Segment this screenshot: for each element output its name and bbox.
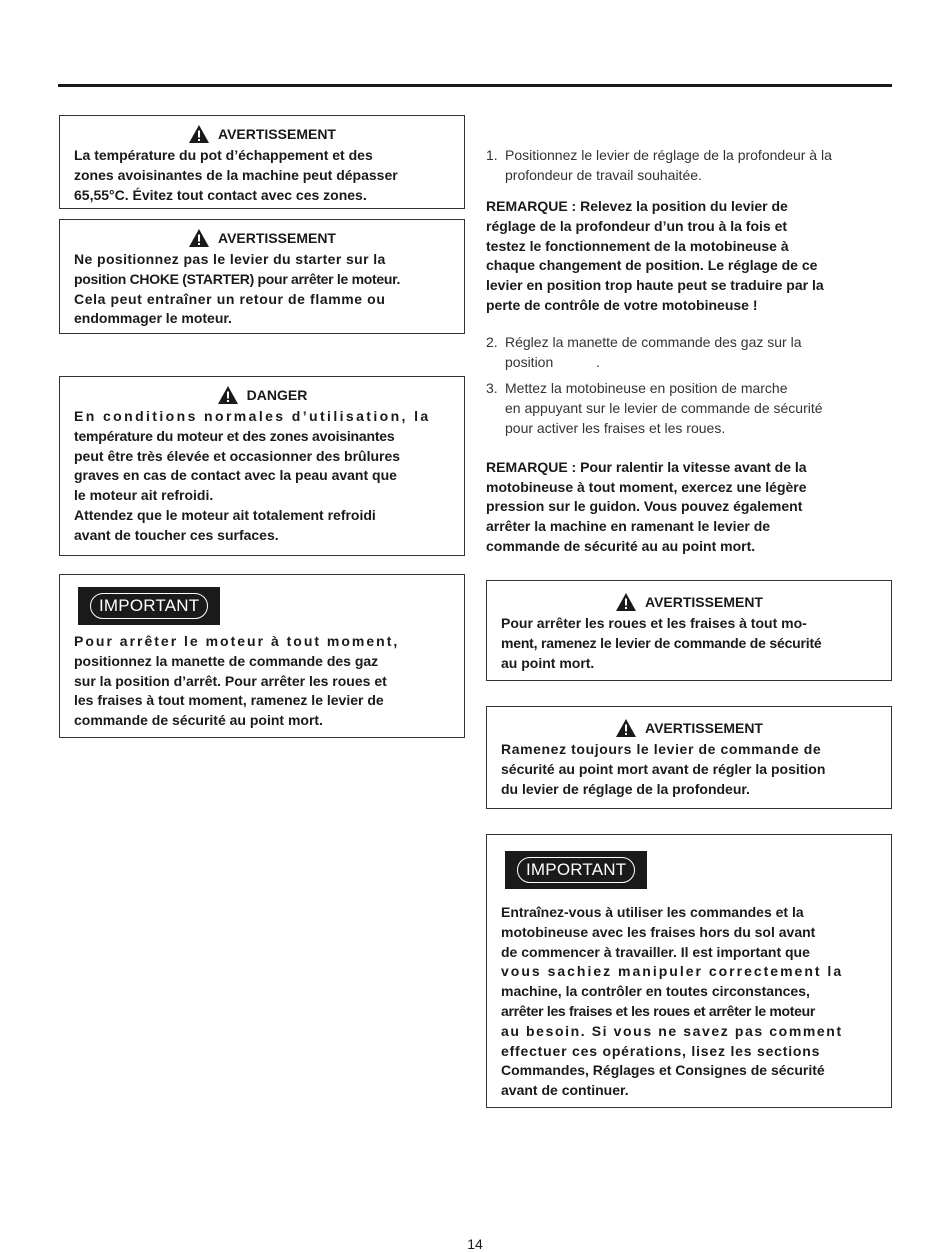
step-number: 1.	[486, 147, 498, 163]
warning-triangle-icon	[188, 228, 210, 248]
danger-title: DANGER	[246, 387, 308, 403]
warning-box-depth	[486, 706, 892, 809]
important-label: IMPORTANT	[517, 857, 635, 883]
warning-header	[74, 226, 450, 250]
text-line: arrêter les fraises et les roues et arrêter le moteur	[501, 1002, 816, 1019]
text-line: Ne positionnez pas le levier du starter sur la	[74, 251, 386, 267]
warning-title: AVERTISSEMENT	[645, 720, 763, 736]
text-line: pour activer les fraises et les roues.	[505, 419, 726, 436]
text-line: testez le fonctionnement de la motobineuse à	[486, 237, 789, 254]
warning-triangle-icon	[217, 385, 239, 405]
text-line: positionnez la manette de commande des gaz	[74, 652, 379, 669]
danger-header	[74, 383, 450, 407]
warning-body	[501, 614, 877, 673]
warning-header	[501, 716, 877, 740]
text-line: position .	[505, 353, 600, 370]
text-line: sur la position d’arrêt. Pour arrêter les roues et	[74, 672, 387, 689]
important-box-right	[486, 834, 892, 1108]
important-badge	[78, 587, 220, 625]
text-line: le moteur ait refroidi.	[74, 487, 214, 504]
warning-triangle-icon	[615, 718, 637, 738]
important-body	[501, 903, 877, 1101]
text-line: au point mort.	[501, 654, 595, 671]
text-line: commande de sécurité au au point mort.	[486, 537, 756, 554]
text-line: ment, ramenez le levier de commande de sécurité	[501, 634, 822, 651]
text-line: motobineuse avec les fraises hors du sol avant	[501, 923, 816, 940]
text-line: REMARQUE : Relevez la position du levier de	[486, 198, 788, 214]
text-line: Entraînez-vous à utiliser les commandes et la	[501, 904, 804, 920]
warning-title: AVERTISSEMENT	[218, 230, 336, 246]
text-line: avant de toucher ces surfaces.	[74, 526, 279, 543]
text-line: température du moteur et des zones avoisinantes	[74, 427, 395, 444]
text-line: 65,55°C. Évitez tout contact avec ces zones.	[74, 186, 367, 203]
warning-body	[74, 146, 450, 205]
warning-triangle-icon	[615, 592, 637, 612]
text-line: position CHOKE (STARTER) pour arrêter le moteur.	[74, 270, 401, 287]
text-line: Pour arrêter les roues et les fraises à tout mo-	[501, 615, 807, 631]
text-line: avant de continuer.	[501, 1082, 629, 1099]
text-line: au besoin. Si vous ne savez pas comment	[501, 1022, 843, 1039]
step-3	[486, 378, 890, 438]
text-line: réglage de la profondeur d’un trou à la fois et	[486, 217, 788, 234]
important-label: IMPORTANT	[90, 593, 208, 619]
text-line: de commencer à travailler. Il est important que	[501, 943, 810, 960]
warning-body	[74, 250, 450, 329]
text-line: arrêter la machine en ramenant le levier de	[486, 518, 771, 535]
text-line: perte de contrôle de votre motobineuse !	[486, 296, 758, 313]
text-line: Positionnez le levier de réglage de la profondeur à la	[505, 147, 832, 163]
text-line: Réglez la manette de commande des gaz sur la	[505, 333, 802, 350]
text-line: profondeur de travail souhaitée.	[505, 167, 702, 183]
remark-depth	[486, 197, 890, 316]
text-line: Attendez que le moteur ait totalement refroidi	[74, 506, 376, 523]
warning-header	[74, 122, 450, 146]
text-line: Commandes, Réglages et Consignes de sécurité	[501, 1062, 825, 1079]
text-line: levier en position trop haute peut se traduire par la	[486, 277, 824, 294]
warning-box-choke	[59, 219, 465, 334]
text-line: Cela peut entraîner un retour de flamme ou	[74, 290, 386, 307]
text-line: machine, la contrôler en toutes circonstances,	[501, 983, 810, 1000]
text-line: graves en cas de contact avec la peau avant que	[74, 467, 397, 484]
text-line: En conditions normales d’utilisation, la	[74, 408, 431, 424]
text-line: La température du pot d’échappement et des	[74, 147, 373, 163]
important-body	[74, 632, 450, 731]
warning-body	[501, 740, 877, 799]
step-number: 2.	[486, 333, 498, 350]
warning-box-exhaust	[59, 115, 465, 209]
text-line: peut être très élevée et occasionner des brûlures	[74, 447, 401, 464]
warning-title: AVERTISSEMENT	[645, 594, 763, 610]
text-line: sécurité au point mort avant de régler la position	[501, 760, 826, 777]
text-line: commande de sécurité au point mort.	[74, 712, 323, 729]
text-line: pression sur le guidon. Vous pouvez également	[486, 498, 803, 515]
text-line: zones avoisinantes de la machine peut dépasser	[74, 166, 398, 183]
step-2	[486, 332, 890, 372]
warning-title: AVERTISSEMENT	[218, 126, 336, 142]
text-line: en appuyant sur le levier de commande de sécurité	[505, 399, 823, 416]
step-number: 3.	[486, 379, 498, 396]
text-line: Ramenez toujours le levier de commande de	[501, 741, 822, 757]
important-badge	[505, 851, 647, 889]
danger-box	[59, 376, 465, 556]
danger-body	[74, 407, 450, 546]
warning-header	[501, 590, 877, 614]
text-line: Mettez la motobineuse en position de marche	[505, 379, 788, 396]
text-line: vous sachiez manipuler correctement la	[501, 963, 844, 980]
step-1	[486, 145, 890, 185]
header-rule	[58, 84, 892, 87]
remark-speed	[486, 458, 890, 557]
text-line: effectuer ces opérations, lisez les sections	[501, 1042, 821, 1059]
text-line: chaque changement de position. Le réglage de ce	[486, 257, 818, 274]
text-line: du levier de réglage de la profondeur.	[501, 780, 750, 797]
right-text-column	[486, 145, 890, 557]
page-number: 14	[467, 1236, 483, 1252]
important-box-left	[59, 574, 465, 738]
text-line: les fraises à tout moment, ramenez le levier de	[74, 692, 384, 709]
warning-triangle-icon	[188, 124, 210, 144]
warning-box-stop-wheels	[486, 580, 892, 681]
text-line: motobineuse à tout moment, exercez une légère	[486, 478, 807, 495]
text-line: endommager le moteur.	[74, 310, 232, 327]
text-line: REMARQUE : Pour ralentir la vitesse avant de la	[486, 458, 807, 475]
text-line: Pour arrêter le moteur à tout moment,	[74, 633, 400, 649]
